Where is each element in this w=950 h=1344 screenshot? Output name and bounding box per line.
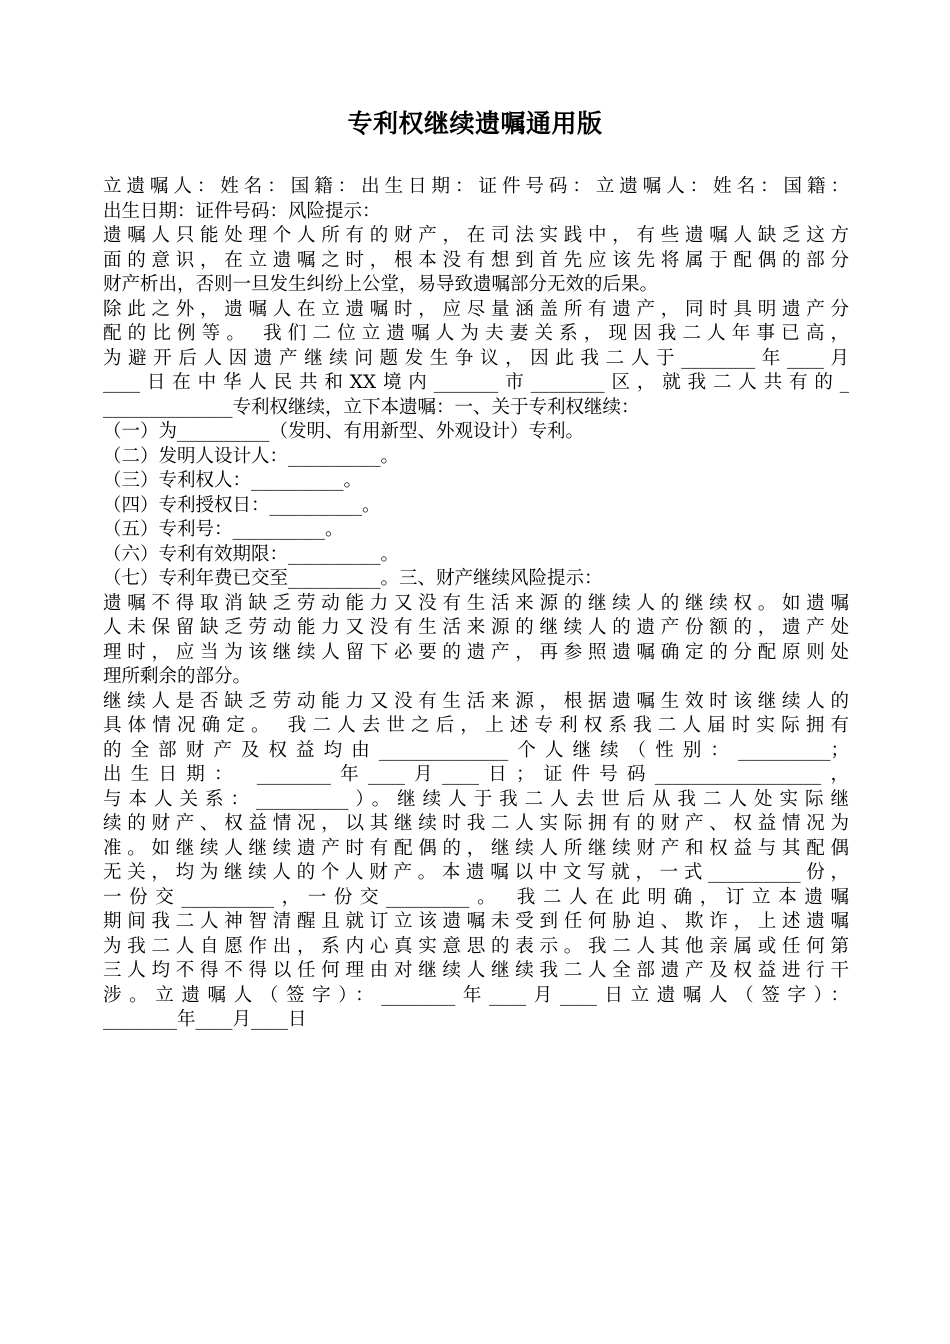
body-line: ________年____月____日 <box>103 1009 307 1030</box>
body-line: 财产析出，否则一旦发生纠纷上公堂，易导致遗嘱部分无效的后果。 <box>103 274 659 295</box>
body-line: （四）专利授权日：__________。 <box>103 494 381 516</box>
body-line: 为我二人自愿作出，系内心真实意思的表示。我二人其他亲属或任何第 <box>103 935 849 957</box>
body-line: （五）专利号：__________。 <box>103 519 344 540</box>
body-line: 配的比例等。 我们二位立遗嘱人为夫妻关系，现因我二人年事已高， <box>103 323 849 344</box>
body-line: 一份交__________，一份交_________。 我二人在此明确，订立本遗嘱 <box>103 886 849 908</box>
body-line: 期间我二人神智清醒且就订立该遗嘱未受到任何胁迫、欺诈，上述遗嘱 <box>103 911 849 932</box>
body-line: 遗嘱不得取消缺乏劳动能力又没有生活来源的继续人的继续权。如遗嘱 <box>103 592 849 614</box>
body-line: 出生日期： ________年____月____日；证件号码__________________， <box>103 764 849 785</box>
body-line: 与本人关系：__________）。继续人于我二人去世后从我二人处实际继 <box>103 788 849 810</box>
body-line: 三人均不得不得以任何理由对继续人继续我二人全部遗产及权益进行干 <box>103 960 849 981</box>
body-line: 涉。立遗嘱人（签字）：________年____月____日立遗嘱人（签字）： <box>103 984 849 1006</box>
document-title: 专利权继续遗嘱通用版 <box>347 109 603 138</box>
body-line: 人未保留缺乏劳动能力又没有生活来源的继续人的遗产份额的，遗产处 <box>103 617 849 638</box>
body-line: 继续人是否缺乏劳动能力又没有生活来源，根据遗嘱生效时该继续人的 <box>103 690 849 712</box>
body-line: ______________专利权继续，立下本遗嘱：一、关于专利权继续： <box>103 396 640 418</box>
body-line: 为避开后人因遗产继续问题发生争议，因此我二人于________年____月 <box>103 347 849 369</box>
body-line: （三）专利权人：__________。 <box>103 470 363 491</box>
body-line: 遗嘱人只能处理个人所有的财产，在司法实践中，有些遗嘱人缺乏这方 <box>103 225 849 246</box>
body-line: （七）专利年费已交至__________。三、财产继续风险提示： <box>103 568 603 589</box>
body-line: （二）发明人设计人：__________。 <box>103 445 400 467</box>
body-line: 面的意识，在立遗嘱之时，根本没有想到首先应该先将属于配偶的部分 <box>103 249 849 271</box>
body-line: （六）专利有效期限：__________。 <box>103 543 400 565</box>
body-line: 出生日期：证件号码：风险提示： <box>103 200 381 222</box>
document-body <box>103 175 849 1033</box>
body-line: 的全部财产及权益均由______________个人继续（性别：__________； <box>103 739 849 761</box>
body-line: 准。如继续人继续遗产时有配偶的，继续人所继续财产和权益与其配偶 <box>103 837 849 859</box>
body-line: （一）为__________（发明、有用新型、外观设计）专利。 <box>103 421 585 442</box>
body-line: 除此之外，遗嘱人在立遗嘱时，应尽量涵盖所有遗产，同时具明遗产分 <box>103 298 849 320</box>
body-line: 具体情况确定。 我二人去世之后，上述专利权系我二人届时实际拥有 <box>103 715 849 736</box>
body-line: 无关，均为继续人的个人财产。本遗嘱以中文写就，一式__________份， <box>103 862 849 883</box>
body-line: 续的财产、权益情况，以其继续时我二人实际拥有的财产、权益情况为 <box>103 813 849 834</box>
body-line: 理所剩余的部分。 <box>103 666 252 687</box>
body-line: ____日在中华人民共和XX境内_______市________区，就我二人共有的_ <box>103 372 849 393</box>
body-line: 理时，应当为该继续人留下必要的遗产，再参照遗嘱确定的分配原则处 <box>103 641 849 663</box>
body-line: 立遗嘱人：姓名：国籍：出生日期：证件号码：立遗嘱人：姓名：国籍： <box>103 176 849 197</box>
